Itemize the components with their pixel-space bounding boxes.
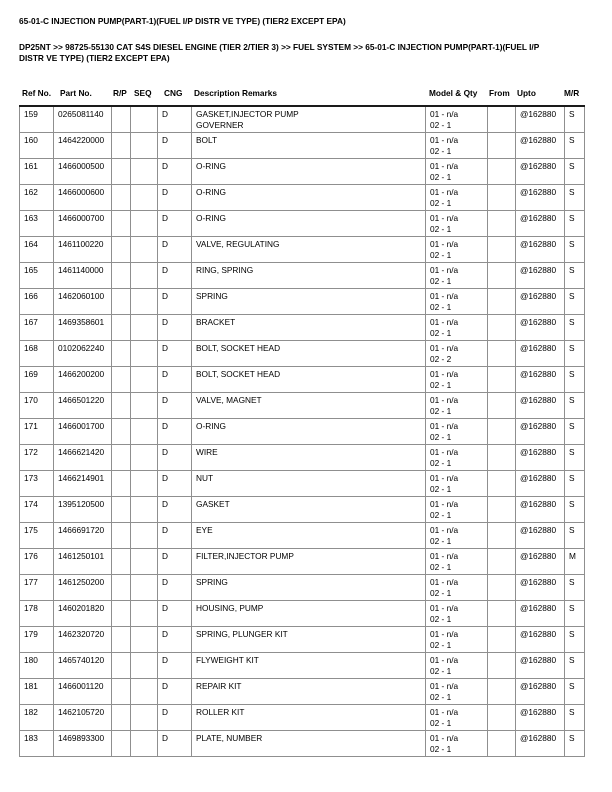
model-qty-cell: 01 - n/a 02 - 1 bbox=[426, 653, 488, 679]
upto-cell: @162880 bbox=[516, 237, 565, 263]
from-cell bbox=[488, 731, 516, 757]
rp-cell bbox=[112, 263, 131, 289]
model-qty-cell: 01 - n/a 02 - 1 bbox=[426, 523, 488, 549]
description-cell: VALVE, REGULATING bbox=[192, 237, 426, 263]
table-row bbox=[20, 133, 585, 159]
upto-cell: @162880 bbox=[516, 705, 565, 731]
model-qty-cell: 01 - n/a 02 - 1 bbox=[426, 393, 488, 419]
description-cell: BOLT bbox=[192, 133, 426, 159]
model-qty-cell: 01 - n/a 02 - 1 bbox=[426, 731, 488, 757]
cng-cell: D bbox=[158, 107, 192, 133]
cng-cell: D bbox=[158, 315, 192, 341]
table-row bbox=[20, 341, 585, 367]
mr-cell: S bbox=[565, 627, 585, 653]
ref-no-cell: 169 bbox=[20, 367, 54, 393]
mr-cell: S bbox=[565, 393, 585, 419]
seq-cell bbox=[131, 497, 158, 523]
cng-cell: D bbox=[158, 575, 192, 601]
column-header-part-no: Part No. bbox=[60, 88, 92, 98]
part-no-cell: 1466691720 bbox=[54, 523, 112, 549]
part-no-cell: 1466000500 bbox=[54, 159, 112, 185]
table-row bbox=[20, 497, 585, 523]
model-qty-cell: 01 - n/a 02 - 1 bbox=[426, 705, 488, 731]
page-title: 65-01-C INJECTION PUMP(PART-1)(FUEL I/P DISTR VE TYPE) (TIER2 EXCEPT EPA) bbox=[19, 16, 346, 26]
rp-cell bbox=[112, 419, 131, 445]
upto-cell: @162880 bbox=[516, 211, 565, 237]
upto-cell: @162880 bbox=[516, 341, 565, 367]
table-row bbox=[20, 107, 585, 133]
part-no-cell: 1469893300 bbox=[54, 731, 112, 757]
model-qty-cell: 01 - n/a 02 - 1 bbox=[426, 679, 488, 705]
seq-cell bbox=[131, 575, 158, 601]
model-qty-cell: 01 - n/a 02 - 1 bbox=[426, 263, 488, 289]
ref-no-cell: 180 bbox=[20, 653, 54, 679]
rp-cell bbox=[112, 445, 131, 471]
rp-cell bbox=[112, 575, 131, 601]
model-qty-cell: 01 - n/a 02 - 1 bbox=[426, 445, 488, 471]
seq-cell bbox=[131, 419, 158, 445]
part-no-cell: 1466621420 bbox=[54, 445, 112, 471]
description-cell: ROLLER KIT bbox=[192, 705, 426, 731]
mr-cell: S bbox=[565, 185, 585, 211]
table-row bbox=[20, 263, 585, 289]
upto-cell: @162880 bbox=[516, 679, 565, 705]
rp-cell bbox=[112, 159, 131, 185]
description-cell: BOLT, SOCKET HEAD bbox=[192, 341, 426, 367]
part-no-cell: 1462105720 bbox=[54, 705, 112, 731]
seq-cell bbox=[131, 289, 158, 315]
seq-cell bbox=[131, 523, 158, 549]
description-cell: REPAIR KIT bbox=[192, 679, 426, 705]
upto-cell: @162880 bbox=[516, 523, 565, 549]
upto-cell: @162880 bbox=[516, 731, 565, 757]
rp-cell bbox=[112, 315, 131, 341]
part-no-cell: 1466001120 bbox=[54, 679, 112, 705]
from-cell bbox=[488, 237, 516, 263]
ref-no-cell: 177 bbox=[20, 575, 54, 601]
description-cell: RING, SPRING bbox=[192, 263, 426, 289]
table-row bbox=[20, 731, 585, 757]
model-qty-cell: 01 - n/a 02 - 1 bbox=[426, 315, 488, 341]
part-no-cell: 1461250101 bbox=[54, 549, 112, 575]
upto-cell: @162880 bbox=[516, 653, 565, 679]
from-cell bbox=[488, 211, 516, 237]
breadcrumb-line-2: DISTR VE TYPE) (TIER2 EXCEPT EPA) bbox=[19, 53, 170, 63]
model-qty-cell: 01 - n/a 02 - 1 bbox=[426, 419, 488, 445]
ref-no-cell: 173 bbox=[20, 471, 54, 497]
rp-cell bbox=[112, 211, 131, 237]
ref-no-cell: 171 bbox=[20, 419, 54, 445]
mr-cell: S bbox=[565, 653, 585, 679]
rp-cell bbox=[112, 393, 131, 419]
part-no-cell: 1462320720 bbox=[54, 627, 112, 653]
description-cell: HOUSING, PUMP bbox=[192, 601, 426, 627]
model-qty-cell: 01 - n/a 02 - 1 bbox=[426, 159, 488, 185]
part-no-cell: 1466000600 bbox=[54, 185, 112, 211]
from-cell bbox=[488, 653, 516, 679]
description-cell: SPRING bbox=[192, 289, 426, 315]
from-cell bbox=[488, 289, 516, 315]
upto-cell: @162880 bbox=[516, 601, 565, 627]
rp-cell bbox=[112, 107, 131, 133]
cng-cell: D bbox=[158, 471, 192, 497]
seq-cell bbox=[131, 601, 158, 627]
table-row bbox=[20, 419, 585, 445]
mr-cell: S bbox=[565, 263, 585, 289]
from-cell bbox=[488, 445, 516, 471]
rp-cell bbox=[112, 497, 131, 523]
column-header-seq: SEQ bbox=[134, 88, 152, 98]
ref-no-cell: 160 bbox=[20, 133, 54, 159]
part-no-cell: 1466200200 bbox=[54, 367, 112, 393]
description-cell: FLYWEIGHT KIT bbox=[192, 653, 426, 679]
column-header-model-qty: Model & Qty bbox=[429, 88, 478, 98]
part-no-cell: 1466000700 bbox=[54, 211, 112, 237]
ref-no-cell: 165 bbox=[20, 263, 54, 289]
seq-cell bbox=[131, 393, 158, 419]
from-cell bbox=[488, 471, 516, 497]
rp-cell bbox=[112, 523, 131, 549]
rp-cell bbox=[112, 133, 131, 159]
mr-cell: S bbox=[565, 575, 585, 601]
table-row bbox=[20, 471, 585, 497]
upto-cell: @162880 bbox=[516, 159, 565, 185]
rp-cell bbox=[112, 471, 131, 497]
model-qty-cell: 01 - n/a 02 - 1 bbox=[426, 185, 488, 211]
ref-no-cell: 159 bbox=[20, 107, 54, 133]
from-cell bbox=[488, 315, 516, 341]
cng-cell: D bbox=[158, 159, 192, 185]
part-no-cell: 1466214901 bbox=[54, 471, 112, 497]
column-header-description: Description Remarks bbox=[194, 88, 278, 98]
description-cell: BOLT, SOCKET HEAD bbox=[192, 367, 426, 393]
ref-no-cell: 161 bbox=[20, 159, 54, 185]
column-header-cng: CNG bbox=[164, 88, 183, 98]
ref-no-cell: 178 bbox=[20, 601, 54, 627]
seq-cell bbox=[131, 315, 158, 341]
model-qty-cell: 01 - n/a 02 - 1 bbox=[426, 575, 488, 601]
table-row bbox=[20, 601, 585, 627]
description-cell: NUT bbox=[192, 471, 426, 497]
table-row bbox=[20, 549, 585, 575]
cng-cell: D bbox=[158, 523, 192, 549]
ref-no-cell: 172 bbox=[20, 445, 54, 471]
model-qty-cell: 01 - n/a 02 - 1 bbox=[426, 133, 488, 159]
mr-cell: S bbox=[565, 237, 585, 263]
model-qty-cell: 01 - n/a 02 - 1 bbox=[426, 107, 488, 133]
mr-cell: S bbox=[565, 445, 585, 471]
part-no-cell: 0265081140 bbox=[54, 107, 112, 133]
cng-cell: D bbox=[158, 211, 192, 237]
rp-cell bbox=[112, 601, 131, 627]
seq-cell bbox=[131, 263, 158, 289]
rp-cell bbox=[112, 367, 131, 393]
model-qty-cell: 01 - n/a 02 - 1 bbox=[426, 471, 488, 497]
rp-cell bbox=[112, 627, 131, 653]
mr-cell: S bbox=[565, 341, 585, 367]
from-cell bbox=[488, 185, 516, 211]
cng-cell: D bbox=[158, 133, 192, 159]
ref-no-cell: 176 bbox=[20, 549, 54, 575]
description-cell: FILTER,INJECTOR PUMP bbox=[192, 549, 426, 575]
ref-no-cell: 166 bbox=[20, 289, 54, 315]
part-no-cell: 1466501220 bbox=[54, 393, 112, 419]
table-row bbox=[20, 237, 585, 263]
table-row bbox=[20, 679, 585, 705]
rp-cell bbox=[112, 341, 131, 367]
column-header-rp: R/P bbox=[113, 88, 127, 98]
description-cell: EYE bbox=[192, 523, 426, 549]
part-no-cell: 1461100220 bbox=[54, 237, 112, 263]
mr-cell: S bbox=[565, 601, 585, 627]
mr-cell: S bbox=[565, 497, 585, 523]
parts-table-body bbox=[20, 107, 585, 757]
table-row bbox=[20, 393, 585, 419]
mr-cell: S bbox=[565, 471, 585, 497]
seq-cell bbox=[131, 627, 158, 653]
upto-cell: @162880 bbox=[516, 393, 565, 419]
from-cell bbox=[488, 523, 516, 549]
upto-cell: @162880 bbox=[516, 107, 565, 133]
from-cell bbox=[488, 159, 516, 185]
model-qty-cell: 01 - n/a 02 - 1 bbox=[426, 367, 488, 393]
part-no-cell: 1461140000 bbox=[54, 263, 112, 289]
part-no-cell: 1395120500 bbox=[54, 497, 112, 523]
seq-cell bbox=[131, 445, 158, 471]
table-row bbox=[20, 185, 585, 211]
table-column-headers bbox=[19, 88, 584, 98]
upto-cell: @162880 bbox=[516, 263, 565, 289]
ref-no-cell: 163 bbox=[20, 211, 54, 237]
seq-cell bbox=[131, 107, 158, 133]
column-header-ref-no: Ref No. bbox=[22, 88, 52, 98]
column-header-upto: Upto bbox=[517, 88, 536, 98]
from-cell bbox=[488, 627, 516, 653]
description-cell: O-RING bbox=[192, 159, 426, 185]
description-cell: SPRING, PLUNGER KIT bbox=[192, 627, 426, 653]
cng-cell: D bbox=[158, 237, 192, 263]
description-cell: WIRE bbox=[192, 445, 426, 471]
table-row bbox=[20, 653, 585, 679]
table-row bbox=[20, 627, 585, 653]
from-cell bbox=[488, 705, 516, 731]
ref-no-cell: 182 bbox=[20, 705, 54, 731]
description-cell: BRACKET bbox=[192, 315, 426, 341]
upto-cell: @162880 bbox=[516, 471, 565, 497]
upto-cell: @162880 bbox=[516, 627, 565, 653]
mr-cell: S bbox=[565, 731, 585, 757]
from-cell bbox=[488, 133, 516, 159]
mr-cell: S bbox=[565, 523, 585, 549]
rp-cell bbox=[112, 549, 131, 575]
table-row bbox=[20, 289, 585, 315]
table-row bbox=[20, 315, 585, 341]
from-cell bbox=[488, 601, 516, 627]
rp-cell bbox=[112, 731, 131, 757]
description-cell: O-RING bbox=[192, 419, 426, 445]
description-cell: SPRING bbox=[192, 575, 426, 601]
mr-cell: M bbox=[565, 549, 585, 575]
model-qty-cell: 01 - n/a 02 - 1 bbox=[426, 601, 488, 627]
upto-cell: @162880 bbox=[516, 497, 565, 523]
part-no-cell: 0102062240 bbox=[54, 341, 112, 367]
part-no-cell: 1462060100 bbox=[54, 289, 112, 315]
from-cell bbox=[488, 419, 516, 445]
rp-cell bbox=[112, 705, 131, 731]
cng-cell: D bbox=[158, 497, 192, 523]
model-qty-cell: 01 - n/a 02 - 1 bbox=[426, 549, 488, 575]
mr-cell: S bbox=[565, 289, 585, 315]
part-no-cell: 1464220000 bbox=[54, 133, 112, 159]
from-cell bbox=[488, 497, 516, 523]
table-row bbox=[20, 523, 585, 549]
cng-cell: D bbox=[158, 445, 192, 471]
ref-no-cell: 164 bbox=[20, 237, 54, 263]
from-cell bbox=[488, 549, 516, 575]
mr-cell: S bbox=[565, 679, 585, 705]
ref-no-cell: 179 bbox=[20, 627, 54, 653]
description-cell: GASKET bbox=[192, 497, 426, 523]
part-no-cell: 1461250200 bbox=[54, 575, 112, 601]
table-row bbox=[20, 211, 585, 237]
seq-cell bbox=[131, 679, 158, 705]
mr-cell: S bbox=[565, 705, 585, 731]
cng-cell: D bbox=[158, 549, 192, 575]
table-row bbox=[20, 705, 585, 731]
mr-cell: S bbox=[565, 133, 585, 159]
model-qty-cell: 01 - n/a 02 - 1 bbox=[426, 289, 488, 315]
upto-cell: @162880 bbox=[516, 367, 565, 393]
model-qty-cell: 01 - n/a 02 - 1 bbox=[426, 237, 488, 263]
part-no-cell: 1466001700 bbox=[54, 419, 112, 445]
from-cell bbox=[488, 393, 516, 419]
ref-no-cell: 168 bbox=[20, 341, 54, 367]
seq-cell bbox=[131, 549, 158, 575]
upto-cell: @162880 bbox=[516, 445, 565, 471]
seq-cell bbox=[131, 211, 158, 237]
upto-cell: @162880 bbox=[516, 315, 565, 341]
rp-cell bbox=[112, 237, 131, 263]
rp-cell bbox=[112, 289, 131, 315]
mr-cell: S bbox=[565, 419, 585, 445]
ref-no-cell: 170 bbox=[20, 393, 54, 419]
breadcrumb-line-1: DP25NT >> 98725-55130 CAT S4S DIESEL ENGINE (TIER 2/TIER 3) >> FUEL SYSTEM >> 65-01-C INJECTION PUMP(PART-1)(FUEL I/P bbox=[19, 42, 540, 52]
rp-cell bbox=[112, 679, 131, 705]
header-rule bbox=[19, 105, 585, 107]
cng-cell: D bbox=[158, 393, 192, 419]
ref-no-cell: 162 bbox=[20, 185, 54, 211]
ref-no-cell: 167 bbox=[20, 315, 54, 341]
upto-cell: @162880 bbox=[516, 575, 565, 601]
breadcrumb bbox=[19, 42, 539, 64]
part-no-cell: 1460201820 bbox=[54, 601, 112, 627]
cng-cell: D bbox=[158, 341, 192, 367]
cng-cell: D bbox=[158, 627, 192, 653]
upto-cell: @162880 bbox=[516, 133, 565, 159]
seq-cell bbox=[131, 471, 158, 497]
part-no-cell: 1469358601 bbox=[54, 315, 112, 341]
description-cell: VALVE, MAGNET bbox=[192, 393, 426, 419]
model-qty-cell: 01 - n/a 02 - 1 bbox=[426, 627, 488, 653]
ref-no-cell: 181 bbox=[20, 679, 54, 705]
cng-cell: D bbox=[158, 705, 192, 731]
cng-cell: D bbox=[158, 653, 192, 679]
ref-no-cell: 175 bbox=[20, 523, 54, 549]
mr-cell: S bbox=[565, 107, 585, 133]
column-header-from: From bbox=[489, 88, 510, 98]
seq-cell bbox=[131, 341, 158, 367]
cng-cell: D bbox=[158, 601, 192, 627]
cng-cell: D bbox=[158, 731, 192, 757]
seq-cell bbox=[131, 367, 158, 393]
upto-cell: @162880 bbox=[516, 419, 565, 445]
cng-cell: D bbox=[158, 185, 192, 211]
seq-cell bbox=[131, 705, 158, 731]
rp-cell bbox=[112, 185, 131, 211]
ref-no-cell: 183 bbox=[20, 731, 54, 757]
from-cell bbox=[488, 679, 516, 705]
model-qty-cell: 01 - n/a 02 - 1 bbox=[426, 211, 488, 237]
mr-cell: S bbox=[565, 367, 585, 393]
cng-cell: D bbox=[158, 367, 192, 393]
table-row bbox=[20, 159, 585, 185]
seq-cell bbox=[131, 731, 158, 757]
table-row bbox=[20, 445, 585, 471]
from-cell bbox=[488, 575, 516, 601]
cng-cell: D bbox=[158, 419, 192, 445]
from-cell bbox=[488, 107, 516, 133]
description-cell: O-RING bbox=[192, 185, 426, 211]
description-cell: O-RING bbox=[192, 211, 426, 237]
mr-cell: S bbox=[565, 315, 585, 341]
parts-table bbox=[19, 106, 585, 757]
upto-cell: @162880 bbox=[516, 289, 565, 315]
seq-cell bbox=[131, 185, 158, 211]
table-row bbox=[20, 575, 585, 601]
cng-cell: D bbox=[158, 679, 192, 705]
cng-cell: D bbox=[158, 263, 192, 289]
rp-cell bbox=[112, 653, 131, 679]
upto-cell: @162880 bbox=[516, 549, 565, 575]
part-no-cell: 1465740120 bbox=[54, 653, 112, 679]
description-cell: GASKET,INJECTOR PUMP GOVERNER bbox=[192, 107, 426, 133]
seq-cell bbox=[131, 133, 158, 159]
mr-cell: S bbox=[565, 159, 585, 185]
cng-cell: D bbox=[158, 289, 192, 315]
seq-cell bbox=[131, 237, 158, 263]
column-header-mr: M/R bbox=[564, 88, 580, 98]
from-cell bbox=[488, 341, 516, 367]
mr-cell: S bbox=[565, 211, 585, 237]
description-cell: PLATE, NUMBER bbox=[192, 731, 426, 757]
model-qty-cell: 01 - n/a 02 - 1 bbox=[426, 497, 488, 523]
from-cell bbox=[488, 367, 516, 393]
table-row bbox=[20, 367, 585, 393]
ref-no-cell: 174 bbox=[20, 497, 54, 523]
from-cell bbox=[488, 263, 516, 289]
upto-cell: @162880 bbox=[516, 185, 565, 211]
seq-cell bbox=[131, 159, 158, 185]
seq-cell bbox=[131, 653, 158, 679]
model-qty-cell: 01 - n/a 02 - 2 bbox=[426, 341, 488, 367]
